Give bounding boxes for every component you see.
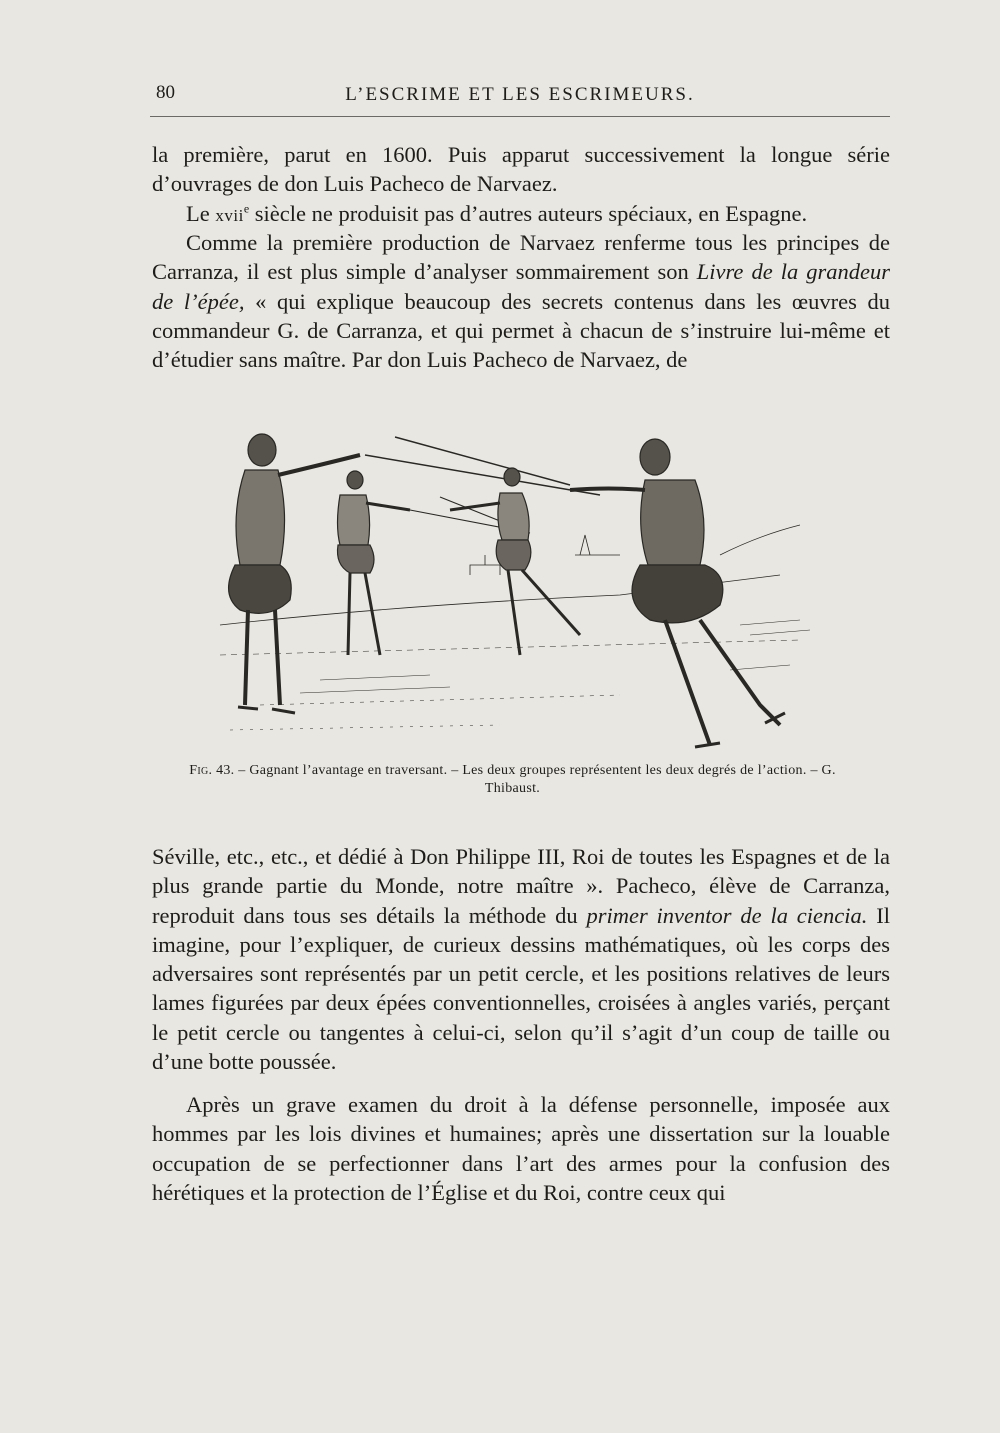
paragraph-2 (152, 199, 890, 230)
paragraph-2-before: Le (186, 201, 216, 226)
fencing-engraving (200, 425, 840, 765)
running-title: L’ESCRIME ET LES ESCRIMEURS. (345, 84, 695, 105)
page-header (150, 76, 890, 117)
figure-label: Fig. 43. (189, 763, 235, 778)
paragraph-5 (152, 1090, 890, 1207)
paragraph-5-text: Après un grave examen du droit à la défense personnelle, imposée aux hommes par les lois divines et humaines; après une dissertation sur la louable occupation de se perfectionner dans l’art des armes pour la confusion des hérétiques et la protection de l’Église et du Roi, contre ceux qui (152, 1092, 890, 1205)
century-superscript: e (243, 201, 250, 216)
paragraph-4-after: Il imagine, pour l’expliquer, de curieux dessins mathématiques, où les corps des adversaires sont représentés par un petit cercle, et les positions relatives de leurs lames figurées par deux épées conventionnelles, croisées à angles variés, perçant le petit cercle ou tangentes à celui-ci, selon qu’il s’agit d’un coup de taille ou d’une botte poussée. (152, 902, 890, 1075)
paragraph-3 (152, 228, 890, 374)
paragraph-1 (152, 140, 890, 199)
figure-caption (185, 762, 840, 798)
figure-caption-text: – Gagnant l’avantage en traversant. – Les deux groupes représentent les deux degrés de l’action. – G. Thibaust. (234, 763, 836, 796)
book-title-italic: Livre de la grandeur de l’épée, (152, 259, 890, 314)
paragraph-4-before: Séville, etc., etc., et dédié à Don Philippe III, Roi de toutes les Espagnes et de la plus grande partie du Monde, notre maître ». Pacheco, élève de Carranza, reproduit dans tous ses détails la méthode du (152, 844, 890, 928)
paragraph-3-before: Comme la première production de Narvaez renferme tous les principes de Carranza, il est plus simple d’analyser sommairement son (152, 230, 890, 285)
paragraph-3-after: « qui explique beaucoup des secrets contenus dans les œuvres du commandeur G. de Carranza, et qui permet à chacun de s’instruire lui-même et d’étudier sans maître. Par don Luis Pacheco de Narvaez, de (152, 288, 890, 373)
page-number: 80 (156, 82, 175, 103)
paragraph-2-after: siècle ne produisit pas d’autres auteurs spéciaux, en Espagne. (249, 201, 808, 226)
primer-inventor-italic: primer inventor de la ciencia. (586, 902, 868, 928)
paragraph-1-text: la première, parut en 1600. Puis apparut successivement la longue série d’ouvrages de don Luis Pacheco de Narvaez. (152, 142, 890, 197)
paragraph-4 (152, 842, 890, 1076)
century-numeral: xvii (215, 206, 244, 225)
